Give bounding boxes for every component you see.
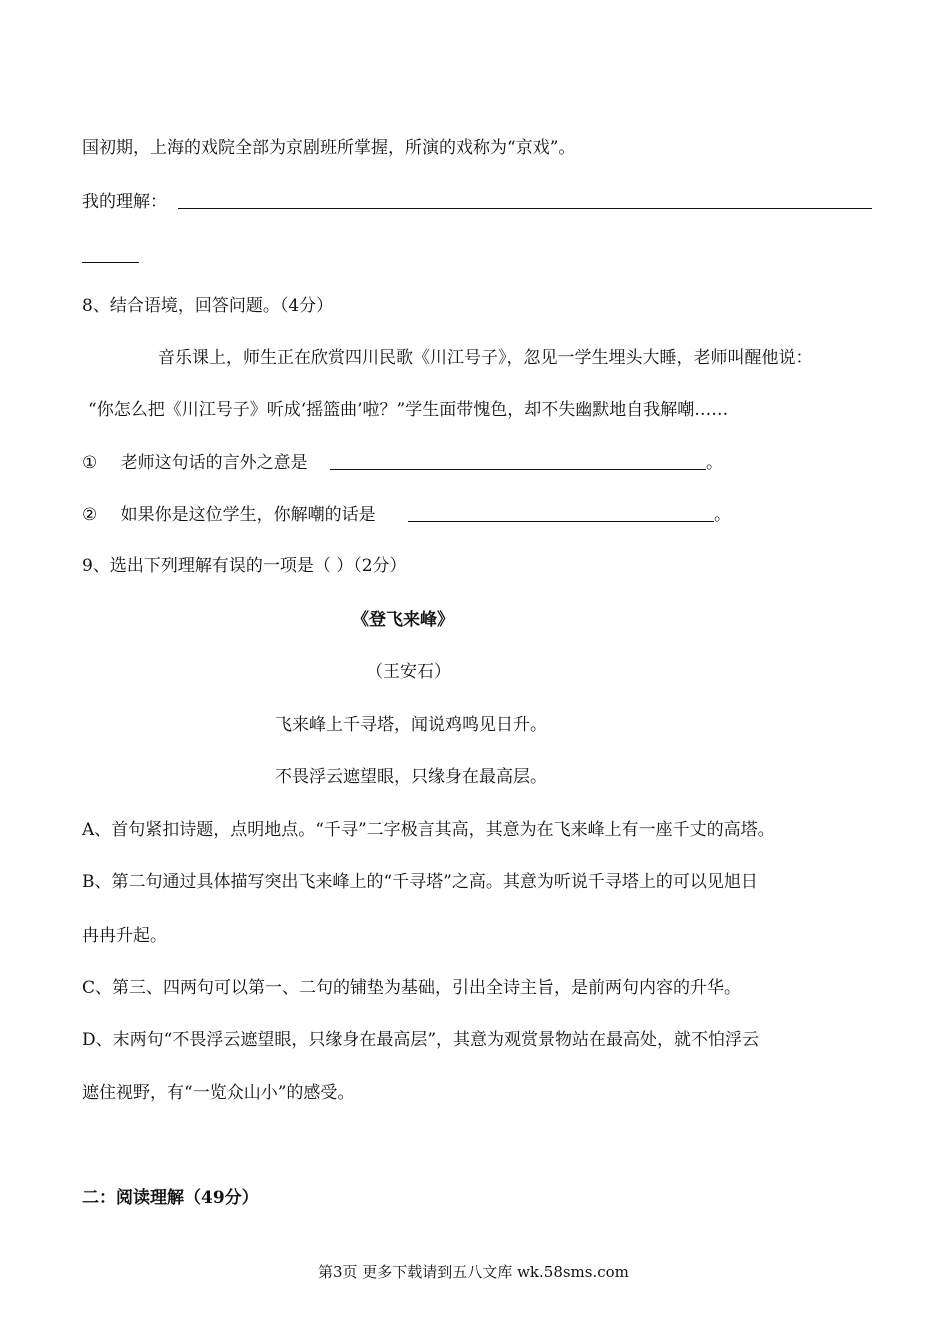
understanding-label: 我的理解： bbox=[82, 192, 167, 212]
page-footer: 第3页 更多下载请到五八文库 wk.58sms.com bbox=[318, 1263, 629, 1281]
item-text: 如果你是这位学生，你解嘲的话是 bbox=[120, 505, 376, 525]
section-heading: 二：阅读理解（49分） bbox=[82, 1188, 259, 1208]
item-text: 老师这句话的言外之意是 bbox=[120, 453, 308, 473]
option-b-line-2: 冉冉升起。 bbox=[82, 926, 167, 946]
understanding-line bbox=[82, 190, 167, 214]
option-d-line-1: D、末两句“不畏浮云遮望眼，只缘身在最高层”，其意为观赏景物站在最高处，就不怕浮云 bbox=[82, 1030, 760, 1050]
option-a: A、首句紧扣诗题，点明地点。“千寻”二字极言其高，其意为在飞来峰上有一座千丈的高塔。 bbox=[82, 820, 775, 840]
option-c: C、第三、四两句可以第一、二句的铺垫为基础，引出全诗主旨，是前两句内容的升华。 bbox=[82, 978, 742, 998]
answer-blank-continued bbox=[82, 244, 139, 263]
question-8-item-2 bbox=[82, 503, 376, 527]
question-9: 9、选出下列理解有误的一项是（ ）（2分） bbox=[82, 556, 407, 576]
question-8-passage-line-2: “你怎么把《川江号子》听成‘摇篮曲’啦？”学生面带愧色，却不失幽默地自我解嘲…… bbox=[88, 400, 729, 420]
answer-blank-8-1 bbox=[330, 451, 706, 470]
answer-blank bbox=[178, 190, 872, 209]
text-line: 国初期，上海的戏院全部为京剧班所掌握，所演的戏称为“京戏”。 bbox=[82, 138, 576, 158]
item-number: ② bbox=[82, 505, 98, 525]
option-d-line-2: 遮住视野，有“一览众山小”的感受。 bbox=[82, 1083, 355, 1103]
item-number: ① bbox=[82, 453, 98, 473]
poem-line-1: 飞来峰上千寻塔，闻说鸡鸣见日升。 bbox=[275, 715, 547, 735]
item-end: 。 bbox=[714, 505, 731, 525]
poem-title: 《登飞来峰》 bbox=[352, 610, 454, 630]
answer-blank-8-2 bbox=[408, 503, 714, 522]
option-b-line-1: B、第二句通过具体描写突出飞来峰上的“千寻塔”之高。其意为听说千寻塔上的可以见旭日 bbox=[82, 872, 758, 892]
question-8-passage-line-1: 音乐课上，师生正在欣赏四川民歌《川江号子》，忽见一学生埋头大睡，老师叫醒他说： bbox=[158, 348, 813, 368]
item-end: 。 bbox=[706, 453, 723, 473]
poem-author: （王安石） bbox=[366, 662, 451, 682]
question-8-item-1 bbox=[82, 451, 308, 475]
poem-line-2: 不畏浮云遮望眼，只缘身在最高层。 bbox=[275, 767, 547, 787]
question-8: 8、结合语境，回答问题。（4分） bbox=[82, 296, 334, 316]
